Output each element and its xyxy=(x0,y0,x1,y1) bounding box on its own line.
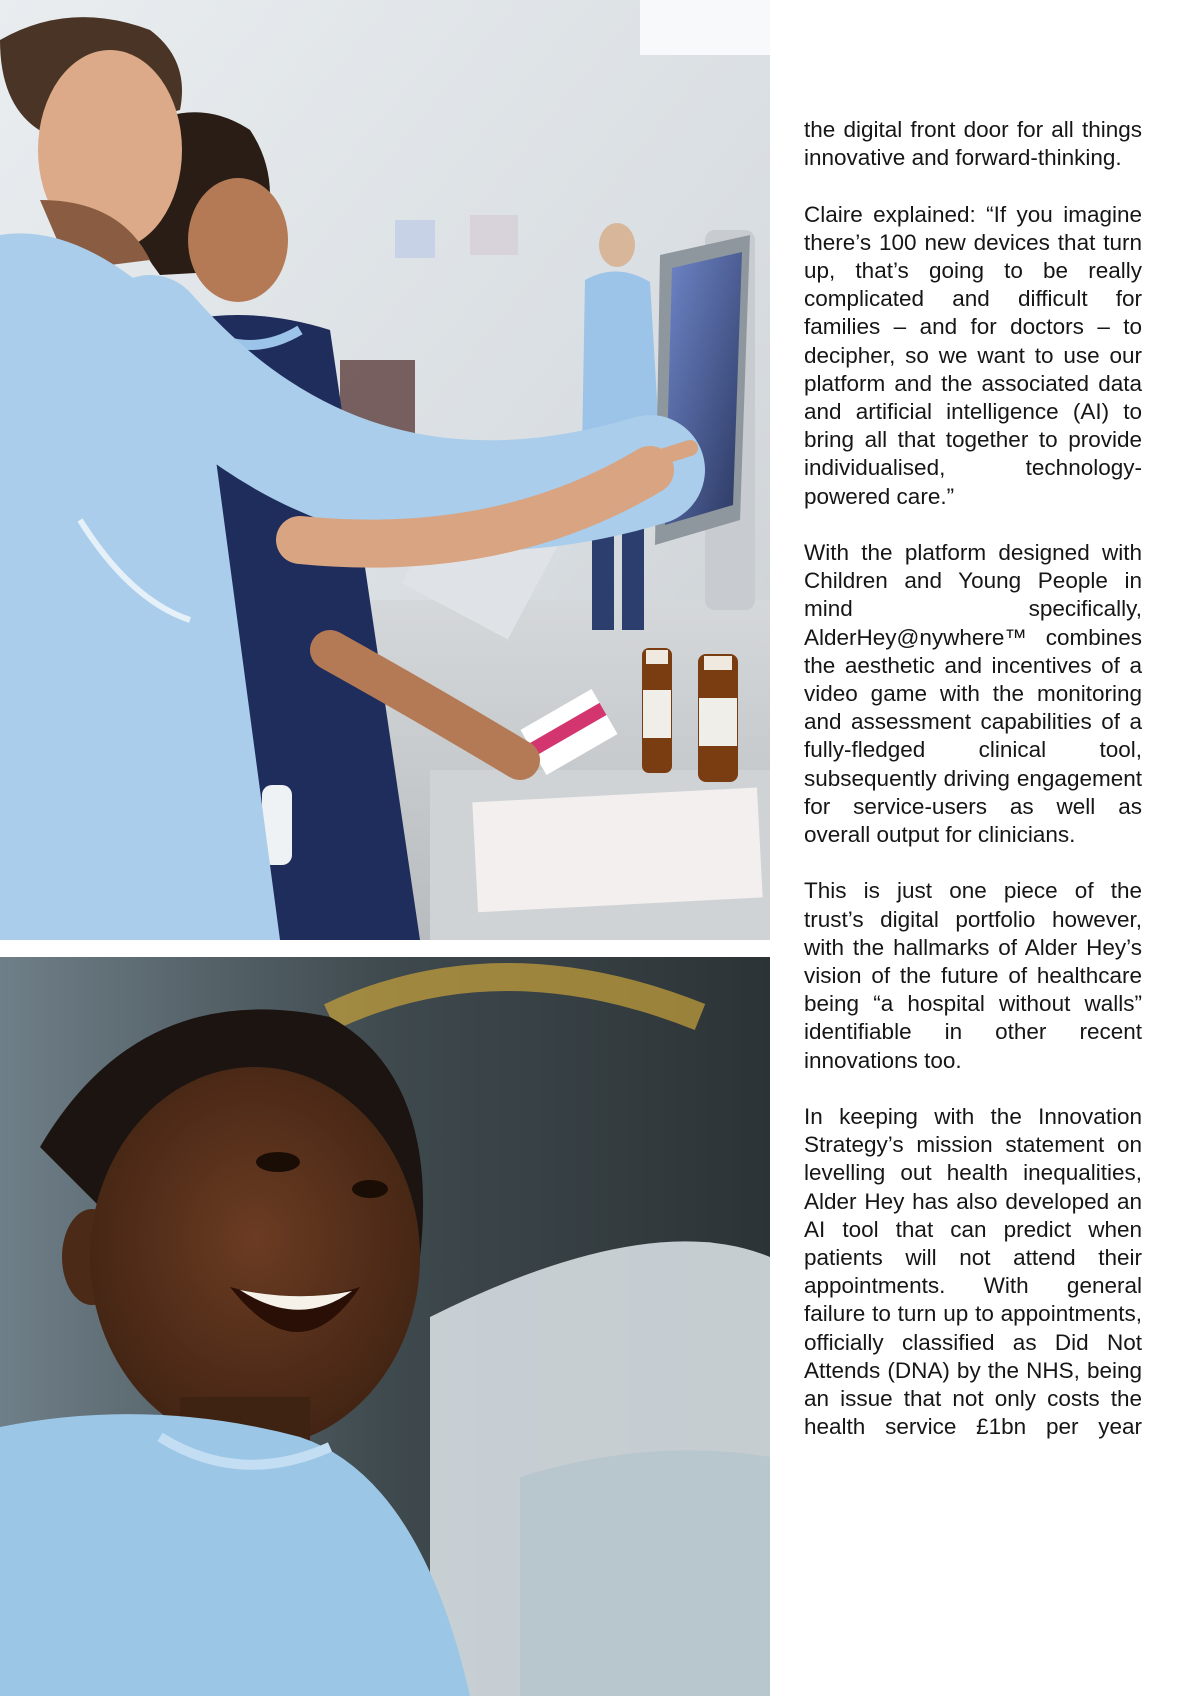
paragraph-claire-quote: Claire explained: “If you imagine there’s 100 new devices that turn up, that’s going to be really complicated and difficult for families – and for doctors – to decipher, so we want to use our platform and the associated data and artificial intelligence (AI) to bring all that together to provide individualised, technology-powered care.” xyxy=(804,201,1142,509)
clinicians-photo-illustration xyxy=(0,0,770,940)
paragraph-digital-front-door: the digital front door for all things innovative and forward-thinking. xyxy=(804,117,1142,171)
child-patient-photo-illustration xyxy=(0,957,770,1696)
clinicians-photo xyxy=(0,0,770,940)
paragraph-digital-portfolio: This is just one piece of the trust’s digital portfolio however, with the hallmarks of Alder Hey’s vision of the future of healthcare being “a hospital without walls” identifiable in other recent innovations too. xyxy=(804,878,1142,1073)
paragraph-ai-dna-tool: In keeping with the Innovation Strategy’s mission statement on levelling out health inequalities, Alder Hey has also developed an AI tool that can predict when patients will not attend their appointments. With general failure to turn up to appointments, officially classified as Did Not Attends (DNA) by the NHS, being an issue that not only costs the health service £1bn per year xyxy=(804,1104,1142,1440)
paragraph-platform-description: With the platform designed with Children and Young People in mind specifically, AlderHey@nywhere™ combines the aesthetic and incentives of a video game with the monitoring and assessment capabilities of a fully-fledged clinical tool, subsequently driving engagement for service-users as well as overall output for clinicians. xyxy=(804,540,1142,848)
article-body xyxy=(804,116,1142,1441)
child-patient-photo xyxy=(0,957,770,1696)
